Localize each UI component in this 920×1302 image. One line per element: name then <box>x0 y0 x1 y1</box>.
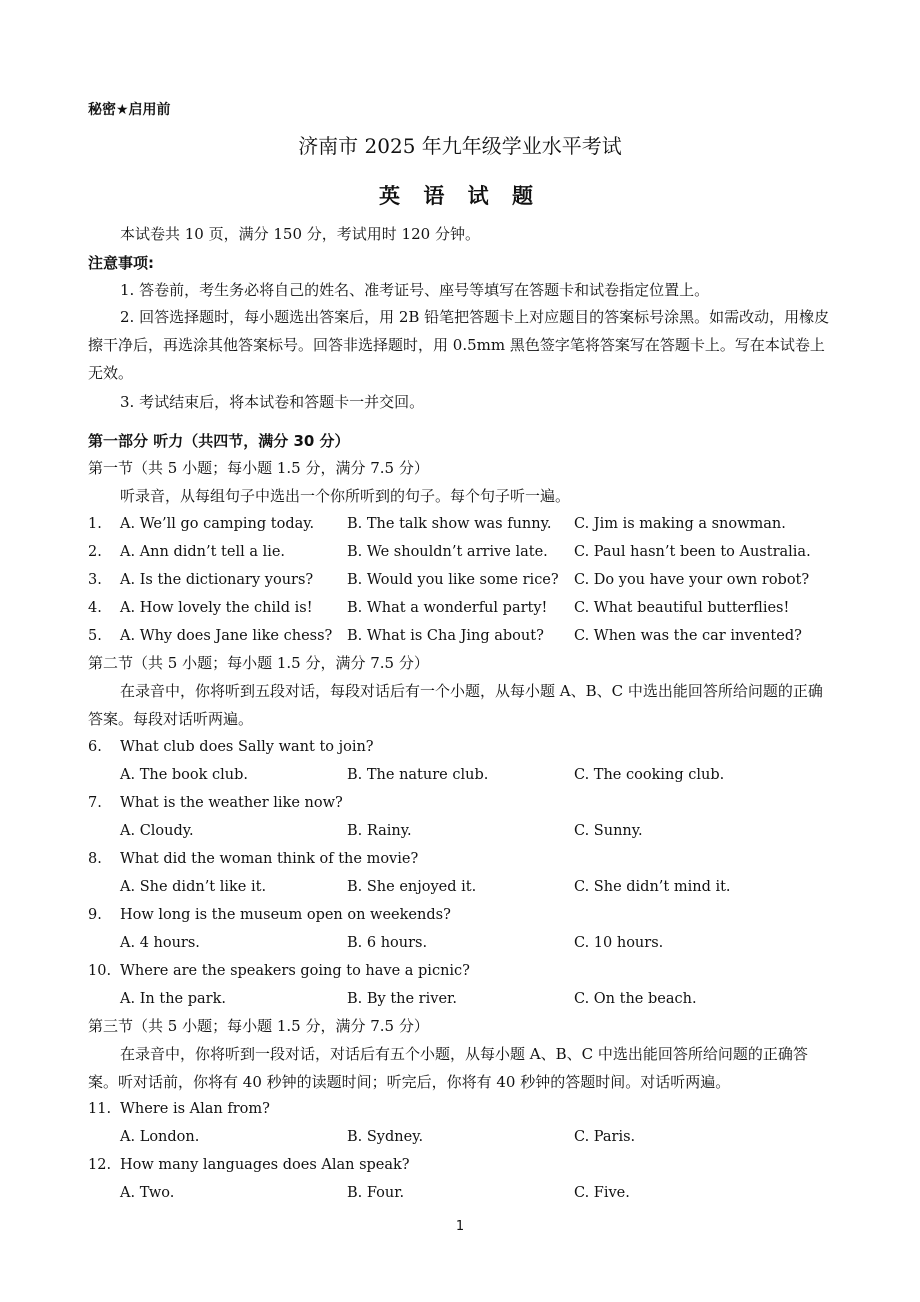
option-a: A. Two. <box>120 1185 175 1201</box>
question-7-stem <box>88 793 848 813</box>
exam-title: 济南市 2025 年九年级学业水平考试 <box>298 134 622 158</box>
option-a: A. She didn’t like it. <box>120 879 267 895</box>
question-stem: What club does Sally want to join? <box>120 739 374 755</box>
option-b: B. What is Cha Jing about? <box>347 628 544 644</box>
option-c: C. She didn’t mind it. <box>574 879 731 895</box>
option-b: B. The nature club. <box>347 767 489 783</box>
question-5 <box>88 626 848 646</box>
question-12-options <box>88 1183 848 1203</box>
option-b: B. What a wonderful party! <box>347 600 548 616</box>
question-number: 11. <box>88 1101 112 1117</box>
page-number: 1 <box>455 1219 465 1234</box>
option-c: C. Paul hasn’t been to Australia. <box>574 544 811 560</box>
option-a: A. How lovely the child is! <box>120 600 313 616</box>
option-a: A. We’ll go camping today. <box>120 516 315 532</box>
option-c: C. Five. <box>574 1185 630 1201</box>
question-number: 9. <box>88 907 102 923</box>
question-number: 6. <box>88 739 102 755</box>
section3-title: 第三节（共 5 小题；每小题 1.5 分，满分 7.5 分） <box>88 1017 429 1035</box>
question-number: 2. <box>88 544 102 560</box>
option-a: A. Cloudy. <box>120 823 194 839</box>
option-c: C. Paris. <box>574 1129 636 1145</box>
option-b: B. By the river. <box>347 991 457 1007</box>
question-10-stem <box>88 961 848 981</box>
question-12-stem <box>88 1155 848 1175</box>
question-1 <box>88 514 848 534</box>
option-c: C. The cooking club. <box>574 767 725 783</box>
option-a: A. Is the dictionary yours? <box>120 572 314 588</box>
option-b: B. The talk show was funny. <box>347 516 552 532</box>
option-a: A. Why does Jane like chess? <box>120 628 333 644</box>
option-a: A. 4 hours. <box>120 935 200 951</box>
option-c: C. On the beach. <box>574 991 697 1007</box>
question-number: 7. <box>88 795 102 811</box>
option-c: C. Jim is making a snowman. <box>574 516 786 532</box>
question-stem: What is the weather like now? <box>120 795 343 811</box>
section1-instruction: 听录音，从每组句子中选出一个你所听到的句子。每个句子听一遍。 <box>120 487 571 505</box>
question-stem: How many languages does Alan speak? <box>120 1157 410 1173</box>
section3-instruction: 在录音中，你将听到一段对话，对话后有五个小题，从每小题 A、B、C 中选出能回答所给问题的正确答案。听对话前，你将有 40 秒钟的读题时间；听完后，你将有 40 秒钟的答题时间。对话听两遍。 <box>88 1045 808 1091</box>
question-6-stem <box>88 737 848 757</box>
subject-title: 英 语 试 题 <box>379 184 541 208</box>
notice-item-3: 3. 考试结束后，将本试卷和答题卡一并交回。 <box>120 393 425 411</box>
option-a: A. In the park. <box>120 991 226 1007</box>
question-9-options <box>88 933 848 953</box>
question-2 <box>88 542 848 562</box>
option-b: B. 6 hours. <box>347 935 428 951</box>
option-b: B. Four. <box>347 1185 405 1201</box>
question-number: 5. <box>88 628 102 644</box>
question-number: 3. <box>88 572 102 588</box>
question-8-options <box>88 877 848 897</box>
notice-item-1: 1. 答卷前，考生务必将自己的姓名、准考证号、座号等填写在答题卡和试卷指定位置上。 <box>120 281 710 299</box>
notice-heading: 注意事项: <box>88 254 154 272</box>
confidential-label: 秘密★启用前 <box>88 102 171 118</box>
question-4 <box>88 598 848 618</box>
option-c: C. When was the car invented? <box>574 628 802 644</box>
notice-item-2: 2. 回答选择题时，每小题选出答案后，用 2B 铅笔把答题卡上对应题目的答案标号涂黑。如需改动，用橡皮擦干净后，再选涂其他答案标号。回答非选择题时，用 0.5mm 黑色签字笔将答案写在答题卡上。写在本试卷上无效。 <box>88 308 830 382</box>
option-b: B. We shouldn’t arrive late. <box>347 544 548 560</box>
option-a: A. The book club. <box>120 767 249 783</box>
question-number: 4. <box>88 600 102 616</box>
question-9-stem <box>88 905 848 925</box>
question-7-options <box>88 821 848 841</box>
question-number: 1. <box>88 516 102 532</box>
option-c: C. 10 hours. <box>574 935 664 951</box>
option-b: B. Rainy. <box>347 823 412 839</box>
option-c: C. Sunny. <box>574 823 643 839</box>
question-stem: How long is the museum open on weekends? <box>120 907 451 923</box>
option-c: C. What beautiful butterflies! <box>574 600 790 616</box>
part1-title: 第一部分 听力（共四节，满分 30 分） <box>88 432 350 450</box>
option-b: B. She enjoyed it. <box>347 879 477 895</box>
option-b: B. Sydney. <box>347 1129 424 1145</box>
question-stem: Where is Alan from? <box>120 1101 270 1117</box>
option-c: C. Do you have your own robot? <box>574 572 810 588</box>
section2-title: 第二节（共 5 小题；每小题 1.5 分，满分 7.5 分） <box>88 654 429 672</box>
question-8-stem <box>88 849 848 869</box>
question-number: 12. <box>88 1157 112 1173</box>
option-a: A. Ann didn’t tell a lie. <box>120 544 286 560</box>
section1-title: 第一节（共 5 小题；每小题 1.5 分，满分 7.5 分） <box>88 459 429 477</box>
option-b: B. Would you like some rice? <box>347 572 559 588</box>
intro-text: 本试卷共 10 页，满分 150 分，考试用时 120 分钟。 <box>120 225 480 243</box>
question-number: 8. <box>88 851 102 867</box>
question-11-options <box>88 1127 848 1147</box>
question-number: 10. <box>88 963 112 979</box>
question-6-options <box>88 765 848 785</box>
question-stem: What did the woman think of the movie? <box>120 851 419 867</box>
question-11-stem <box>88 1099 848 1119</box>
question-3 <box>88 570 848 590</box>
section2-instruction: 在录音中，你将听到五段对话，每段对话后有一个小题，从每小题 A、B、C 中选出能回答所给问题的正确答案。每段对话听两遍。 <box>88 682 823 728</box>
option-a: A. London. <box>120 1129 200 1145</box>
question-10-options <box>88 989 848 1009</box>
question-stem: Where are the speakers going to have a picnic? <box>120 963 470 979</box>
